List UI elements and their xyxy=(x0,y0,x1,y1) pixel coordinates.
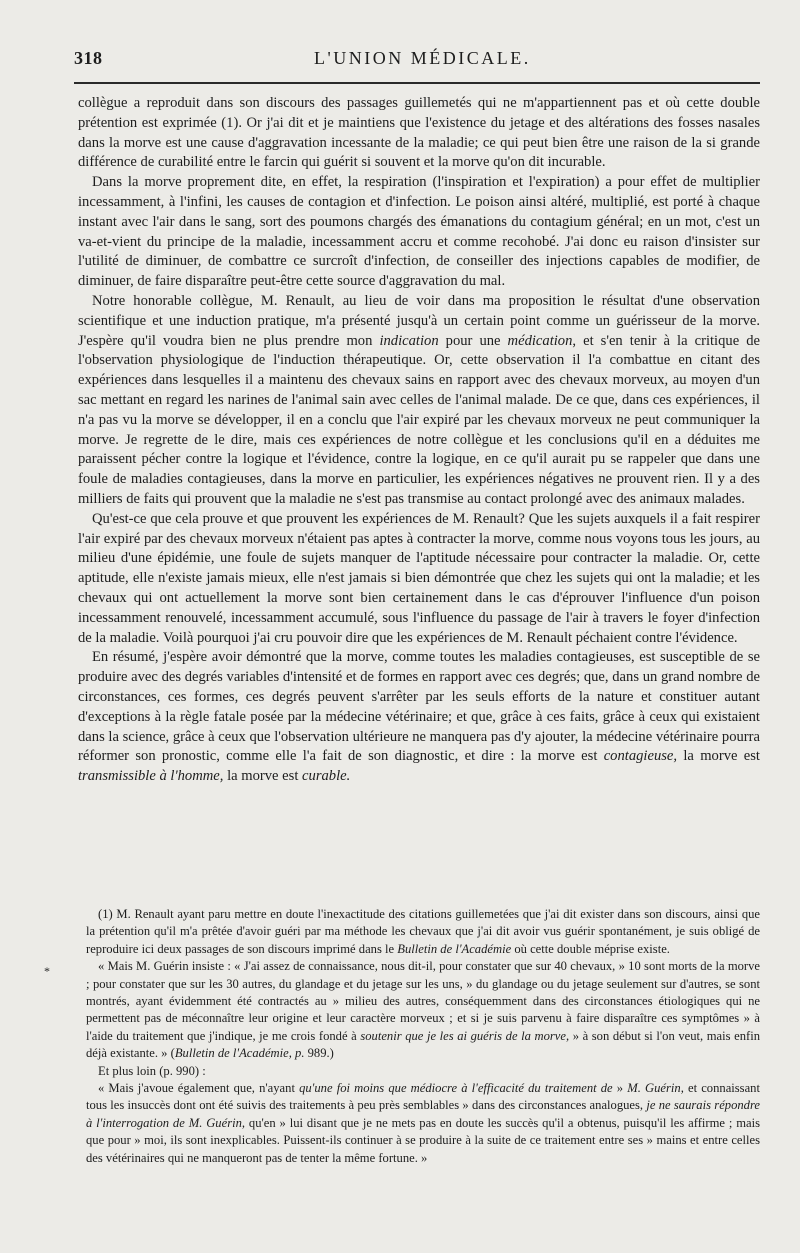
footnote-quote-2: « Mais j'avoue également que, n'ayant qu'une foi moins que médiocre à l'efficacité du traitement de » M. Guérin, et connaissant tous les insuccès dont ont été suivis des traitements à peu près semblables » dans des circonstances analogues, je ne saurais répondre à l'interrogation de M. Guérin, qu'en » lui disant que je ne mets pas en doute les succès qu'il a obtenus, puisqu'il les affirme ; mais que pour » moi, ils sont inexplicables. Puissent-ils continuer à se produire à la suite de ce traitement entre ses » mains et entre celles des vétérinaires qui ne manqueront pas de tenter la même fortune. » xyxy=(86,1081,761,1165)
paragraph-1: collègue a reproduit dans son discours des passages guillemetés qui ne m'appartiennent pas et où cette double prétention est exprimée (1). Or j'ai dit et je maintiens que l'existence du jetage et des altérations des fosses nasales dans la morve est une cause d'aggravation incessante de la maladie; ce qui peut bien être une raison de la si grande différence de curabilité entre le farcin qui guérit si souvent et la morve qu'on dit incurable. xyxy=(78,95,760,171)
margin-mark: * xyxy=(44,964,50,978)
page-number: 318 xyxy=(74,48,103,68)
footnote-further: Et plus loin (p. 990) : xyxy=(98,1063,206,1078)
paragraph-2: Dans la morve proprement dite, en effet, la respiration (l'inspiration et l'expiration) a pour effet de multiplier incessamment, à l'infini, les causes de contagion et d'infection. Le poison ainsi altéré, multiplié, est porté à chaque instant avec l'air dans le sang, sort des poumons chargés des émanations du contagium général; en un mot, c'est un va-et-vient du principe de la maladie, incessamment accru et comme recohobé. J'ai donc eu raison d'insister sur l'utilité de diminuer, de combattre ce surcroît d'infection, de conseiller des injections capables de modifier, de diminuer, de faire disparaître peut-être cette source d'aggravation du mal. xyxy=(78,174,760,290)
paragraph-5: En résumé, j'espère avoir démontré que la morve, comme toutes les maladies contagieuses, est susceptible de se produire avec des degrés variables d'intensité et de formes en rapport avec ces degrés; que, dans un grand nombre de circonstances, ces formes, ces degrés peuvent s'arrêter par les seuls efforts de la nature et constituer autant d'exceptions à la règle fatale posée par la médecine vétérinaire; et que, grâce à ces faits, grâce à ceux qui existaient dans la science, grâce à ceux que l'observation ultérieure ne manquera pas d'y ajouter, la médecine vétérinaire pourra réformer son pronostic, comme elle l'a fait de son diagnostic, et dire : la morve est contagieuse, la morve est transmissible à l'homme, la morve est curable. xyxy=(78,649,760,785)
main-text xyxy=(78,94,760,787)
page-header xyxy=(74,48,756,72)
paragraph-3: Notre honorable collègue, M. Renault, au lieu de voir dans ma proposition le résultat d'une observation scientifique et une induction pratique, m'a présenté jusqu'à un certain point comme un guérisseur de la morve. J'espère qu'il voudra bien ne plus prendre mon indication pour une médication, et s'en tenir à la critique de l'observation physiologique de l'induction thérapeutique. Or, cette observation il l'a combattue en citant des expériences dans lesquelles il a maintenu des chevaux sains en rapport avec des chevaux morveux, au moyen d'un sac mettant en regard les narines de l'animal sain avec celles de l'animal malade. De ce que, dans ces expériences, il n'a pas vu la morve se développer, il en a conclu que l'air expiré par les chevaux morveux ne peut communiquer la morve. Je regrette de le dire, mais ces expériences de notre collègue et les conclusions qu'il en a déduites me paraissent pécher contre la logique et l'évidence, contre la logique, en ce qu'il aurait pu se rappeler que dans une foule de maladies contagieuses, dans la morve en particulier, les expériences négatives ne prouvent rien. Il y a des milliers de faits qui prouvent que la maladie ne s'est pas transmise au contact prolongé avec des animaux malades. xyxy=(78,292,760,507)
footnote-quote-1: « Mais M. Guérin insiste : « J'ai assez de connaissance, nous dit-il, pour constater que sur 40 chevaux, » 10 sont morts de la morve ; pour constater que sur les 30 autres, du glandage et du jetage sur les uns, » du glandage ou du jetage seulement sur d'autres, se sont montrés, ayant évidemment été contractés au » milieu des autres, conséquemment dans des circonstances étiologiques qui ne permettent pas de méconnaître leur origine et leur caractère morveux ; et si je suis parvenu à faire disparaître ces symptômes » à l'aide du traitement que j'indique, je me crois fondé à soutenir que je les ai guéris de la morve, » à son début si l'on veut, mais enfin déjà existante. » (Bulletin de l'Académie, p. 989.) xyxy=(86,959,760,1061)
header-rule xyxy=(74,82,760,84)
paragraph-4: Qu'est-ce que cela prouve et que prouvent les expériences de M. Renault? Que les sujets auxquels il a fait respirer l'air expiré par des chevaux morveux n'étaient pas aptes à contracter la morve, comme nous voyons tous les jours, au milieu d'une épidémie, une foule de sujets manquer de l'aptitude nécessaire pour contracter la maladie. Or, cette aptitude, elle n'existe jamais mieux, elle n'est jamais si bien démontrée que chez les sujets qui ont la maladie; et les chevaux qui ont actuellement la morve sont bien certainement dans le cas d'éprouver l'influence d'un poison incessamment renouvelé, incessamment accumulé, sous l'influence du passage de l'air à travers le foyer d'infection de la maladie. Voilà pourquoi j'ai cru pouvoir dire que les expériences de M. Renault péchaient contre l'évidence. xyxy=(78,510,760,646)
journal-title: L'UNION MÉDICALE. xyxy=(314,48,531,68)
footnote-intro: (1) M. Renault ayant paru mettre en doute l'inexactitude des citations guillemetées que j'ai dit exister dans son discours, ainsi que la prétention qu'il m'a prêtée d'avoir guéri par ma méthode les chevaux que j'ai dit avoir vus guérir spontanément, je suis obligé de reproduire ici deux passages de son discours imprimé dans le Bulletin de l'Académie où cette double méprise existe. xyxy=(86,907,760,956)
footnote xyxy=(86,906,760,1167)
